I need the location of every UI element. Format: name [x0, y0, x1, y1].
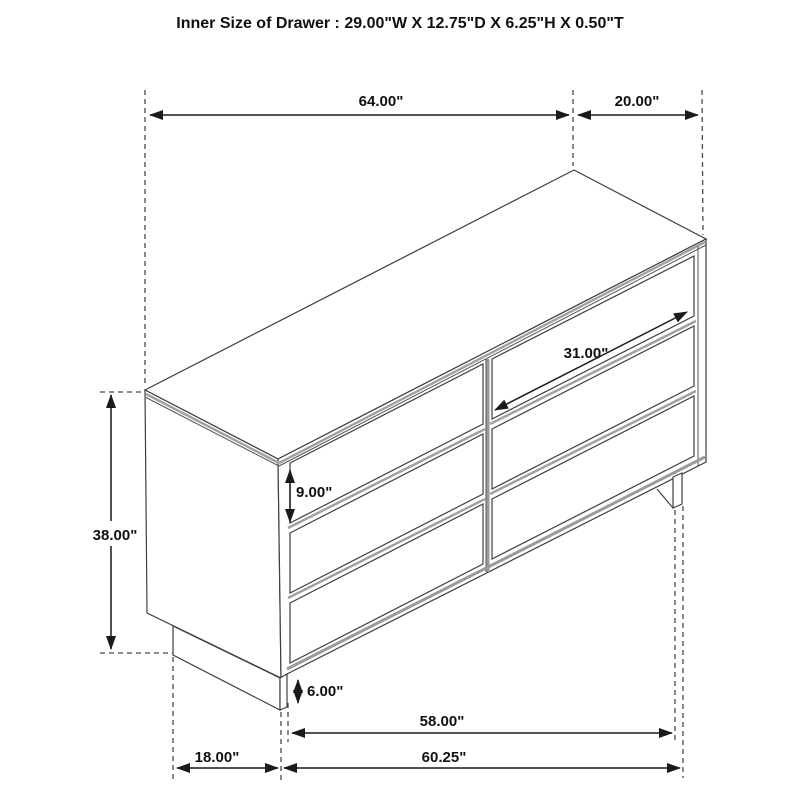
- dim-overall-height: [86, 395, 144, 649]
- dim-label-base-overall-width: 60.25": [421, 749, 467, 766]
- extension-line-right-top: [702, 90, 703, 235]
- dim-label-top-depth: 20.00": [614, 93, 660, 110]
- front-right-leg: [673, 473, 682, 508]
- dim-base-depth: [177, 749, 278, 768]
- dim-base-overall-width: [284, 749, 680, 768]
- dim-label-top-width: 64.00": [358, 93, 404, 110]
- dim-leg-height: [298, 680, 343, 703]
- dim-label-leg-height: 6.00": [307, 683, 344, 700]
- dim-top-width: [150, 93, 569, 115]
- diagram-title: Inner Size of Drawer : 29.00"W X 12.75"D X 6.25"H X 0.50"T: [176, 15, 624, 32]
- dim-label-drawer-height: 9.00": [296, 484, 333, 501]
- dim-label-drawer-width: 31.00": [563, 345, 609, 362]
- dim-label-base-depth: 18.00": [194, 749, 240, 766]
- dim-label-base-inner-width: 58.00": [419, 713, 465, 730]
- front-left-leg: [280, 674, 287, 710]
- dresser-drawing: [145, 170, 706, 710]
- dim-base-inner-width: [292, 713, 672, 733]
- dim-top-depth: [578, 93, 698, 115]
- dim-label-overall-height: 38.00": [92, 527, 138, 544]
- right-leg-inner-face-edge: [657, 489, 673, 508]
